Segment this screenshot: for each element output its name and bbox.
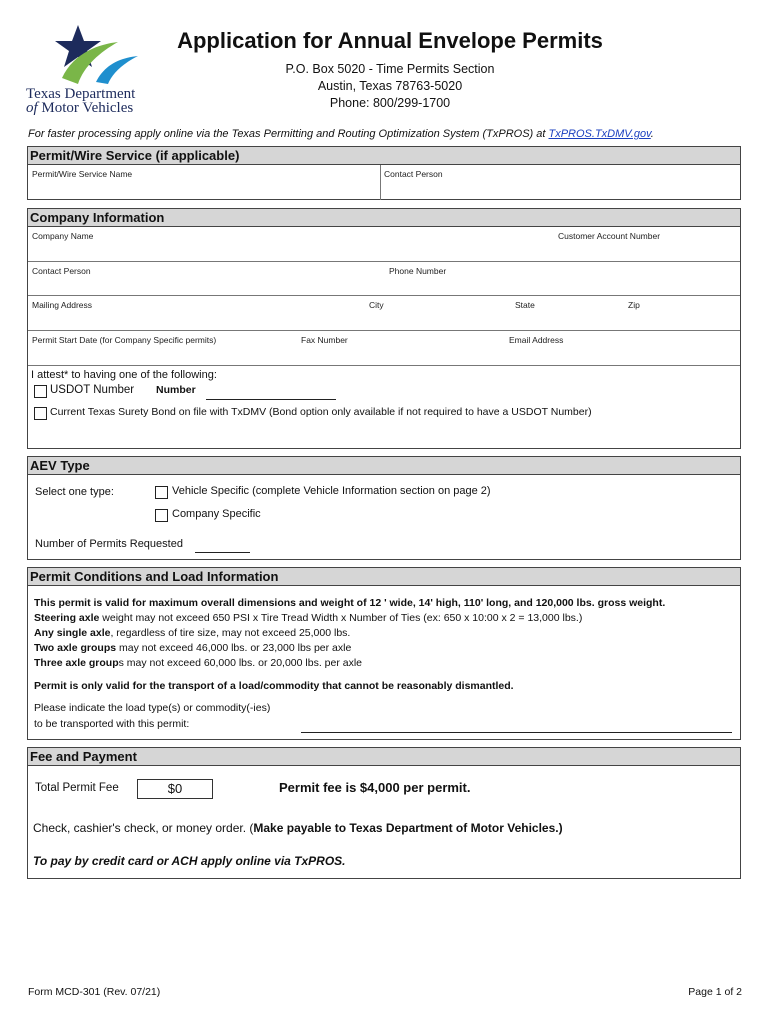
email-label: Email Address [509, 335, 564, 345]
company-section [27, 208, 741, 449]
company-contact-label: Contact Person [32, 266, 91, 276]
row-divider [28, 295, 740, 296]
single-axle-text: , regardless of tire size, may not exceed 25,000 lbs. [110, 627, 351, 639]
two-axle-term: Two axle groups [34, 642, 117, 654]
fax-field[interactable] [301, 347, 501, 363]
page-number: Page 1 of 2 [688, 986, 742, 998]
usdot-checkbox[interactable] [34, 385, 47, 398]
surety-bond-label: Current Texas Surety Bond on file with TxDMV (Bond option only available if not required to have a USDOT Number) [50, 406, 592, 418]
conditions-dimensions: This permit is valid for maximum overall dimensions and weight of 12 ' wide, 14' high, 110' long, and 120,000 lbs. gross weight. [34, 597, 666, 609]
company-name-field[interactable] [30, 243, 550, 259]
total-fee-field[interactable]: $0 [137, 779, 213, 799]
fax-label: Fax Number [301, 335, 348, 345]
divider [380, 165, 381, 200]
online-note-end: . [650, 128, 654, 140]
check-payable-to: Make payable to Texas Department of Motor Vehicles.) [253, 821, 563, 835]
page-title: Application for Annual Envelope Permits [177, 28, 603, 53]
state-label: State [515, 300, 535, 310]
txpros-link[interactable]: TxPROS.TxDMV.gov [548, 128, 651, 140]
check-payment-text: Check, cashier's check, or money order. ( [33, 821, 254, 835]
conditions-three-axle [34, 656, 362, 672]
logo-org-line1: Texas Department [26, 86, 136, 102]
email-field[interactable] [509, 347, 736, 363]
vehicle-specific-label: Vehicle Specific (complete Vehicle Information section on page 2) [172, 485, 491, 497]
credit-card-note: To pay by credit card or ACH apply online via TxPROS. [33, 854, 346, 868]
start-date-label: Permit Start Date (for Company Specific permits) [32, 335, 217, 345]
select-type-label: Select one type: [35, 486, 114, 498]
three-axle-text: s may not exceed 60,000 lbs. or 20,000 lbs. per axle [118, 657, 363, 669]
num-permits-field[interactable] [195, 539, 250, 553]
steering-axle-text: weight may not exceed 650 PSI x Tire Tread Width x Number of Ties (ex: 650 x 10:00 x 2 = 13,000 lbs.) [99, 612, 583, 624]
row-divider [28, 261, 740, 262]
permit-wire-heading: Permit/Wire Service (if applicable) [28, 147, 740, 165]
row-divider [28, 330, 740, 331]
usdot-number-label: Number [156, 384, 196, 396]
company-contact-field[interactable] [30, 277, 380, 293]
conditions-single-axle [34, 626, 350, 642]
usdot-label: USDOT Number [50, 384, 135, 396]
steering-axle-term: Steering axle [34, 612, 100, 624]
form-id: Form MCD-301 (Rev. 07/21) [28, 986, 161, 998]
logo-of: of [26, 100, 38, 116]
fee-heading: Fee and Payment [28, 748, 740, 766]
conditions-steering [34, 611, 582, 627]
phone-field[interactable] [389, 277, 736, 293]
zip-label: Zip [628, 300, 640, 310]
mailing-address-field[interactable] [30, 312, 360, 328]
logo-org-line2 [26, 100, 133, 117]
zip-field[interactable] [628, 312, 736, 328]
address-line2: Austin, Texas 78763-5020 [317, 79, 463, 93]
conditions-heading: Permit Conditions and Load Information [28, 568, 740, 586]
two-axle-text: may not exceed 46,000 lbs. or 23,000 lbs per axle [116, 642, 352, 654]
check-payment-note [33, 821, 563, 835]
num-permits-label: Number of Permits Requested [35, 538, 183, 550]
online-note-text: For faster processing apply online via the Texas Permitting and Routing Optimization System (TxPROS) at [28, 128, 549, 140]
load-type-label-line2: to be transported with this permit: [34, 718, 190, 730]
aev-section [27, 456, 741, 560]
conditions-section [27, 567, 741, 740]
attest-text: I attest* to having one of the following: [31, 369, 217, 381]
company-name-label: Company Name [32, 231, 94, 241]
start-date-field[interactable] [30, 347, 292, 363]
single-axle-term: Any single axle [34, 627, 111, 639]
customer-account-label: Customer Account Number [558, 231, 661, 241]
load-type-field[interactable] [301, 718, 732, 733]
service-name-label: Permit/Wire Service Name [32, 169, 133, 179]
surety-bond-checkbox[interactable] [34, 407, 47, 420]
three-axle-term: Three axle group [34, 657, 119, 669]
online-note [28, 128, 654, 140]
fee-section [27, 747, 741, 879]
address-line1: P.O. Box 5020 - Time Permits Section [285, 62, 495, 76]
conditions-dismantle: Permit is only valid for the transport of a load/commodity that cannot be reasonably dismantled. [34, 680, 514, 692]
company-heading: Company Information [28, 209, 740, 227]
service-name-field[interactable] [30, 181, 378, 197]
address-line3: Phone: 800/299-1700 [329, 96, 451, 110]
vehicle-specific-checkbox[interactable] [155, 486, 168, 499]
customer-account-field[interactable] [558, 243, 736, 259]
aev-heading: AEV Type [28, 457, 740, 475]
blue-swoosh [96, 56, 138, 84]
usdot-number-field[interactable] [206, 384, 336, 400]
city-field[interactable] [369, 312, 507, 328]
company-specific-checkbox[interactable] [155, 509, 168, 522]
mailing-address-label: Mailing Address [32, 300, 93, 310]
service-contact-label: Contact Person [384, 169, 443, 179]
conditions-two-axle [34, 641, 351, 657]
fee-amount-note: Permit fee is $4,000 per permit. [279, 780, 471, 795]
load-type-label-line1: Please indicate the load type(s) or commodity(-ies) [34, 702, 271, 714]
permit-wire-section [27, 146, 741, 200]
row-divider [28, 365, 740, 366]
state-field[interactable] [515, 312, 620, 328]
city-label: City [369, 300, 384, 310]
company-specific-label: Company Specific [172, 508, 261, 520]
service-contact-field[interactable] [384, 181, 736, 197]
logo-motor-vehicles: Motor Vehicles [37, 100, 134, 116]
total-fee-label: Total Permit Fee [35, 782, 119, 794]
phone-label: Phone Number [389, 266, 447, 276]
